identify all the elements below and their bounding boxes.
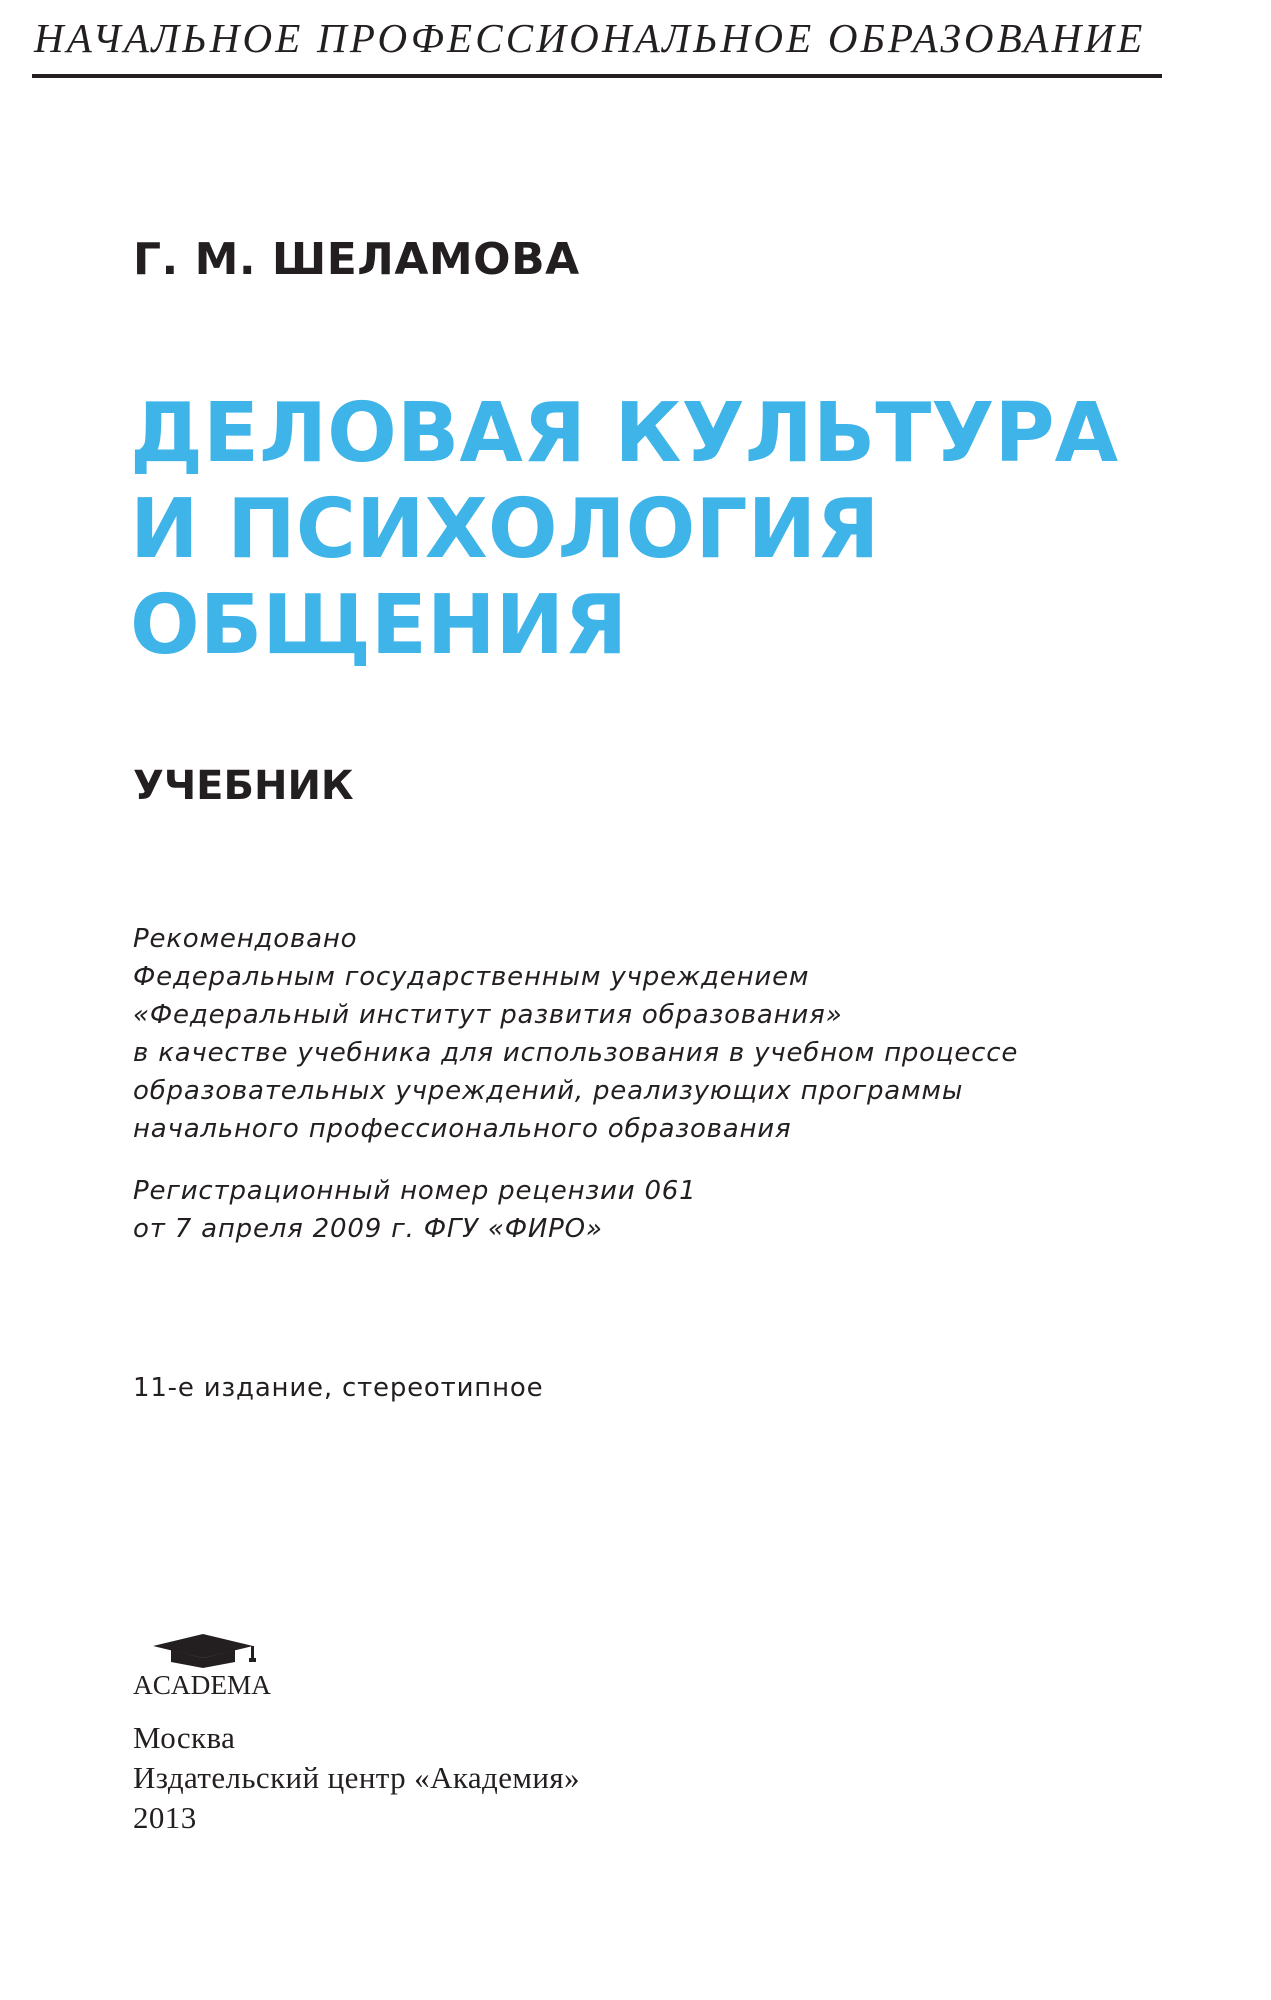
genre-label: УЧЕБНИК bbox=[133, 763, 354, 809]
series-header: НАЧАЛЬНОЕ ПРОФЕССИОНАЛЬНОЕ ОБРАЗОВАНИЕ bbox=[34, 15, 1146, 61]
logo-text: ACADEMA bbox=[133, 1670, 272, 1698]
series-divider bbox=[32, 74, 1162, 78]
imprint-block bbox=[133, 1718, 580, 1838]
recommendation-line: в качестве учебника для использования в учебном процессе bbox=[133, 1038, 1019, 1068]
book-title bbox=[130, 386, 1118, 674]
edition-note: 11-е издание, стереотипное bbox=[133, 1373, 544, 1403]
mortarboard-icon bbox=[133, 1628, 283, 1698]
title-line: ОБЩЕНИЯ bbox=[130, 578, 628, 673]
recommendation-line: Рекомендовано bbox=[133, 924, 358, 954]
registration-block bbox=[133, 1172, 697, 1248]
imprint-publisher: Издательский центр «Академия» bbox=[133, 1760, 580, 1795]
recommendation-line: начального профессионального образования bbox=[133, 1114, 792, 1144]
title-line: ДЕЛОВАЯ КУЛЬТУРА bbox=[130, 386, 1119, 481]
registration-line: Регистрационный номер рецензии 061 bbox=[133, 1176, 697, 1206]
registration-line: от 7 апреля 2009 г. ФГУ «ФИРО» bbox=[133, 1214, 603, 1244]
title-line: И ПСИХОЛОГИЯ bbox=[130, 482, 880, 577]
imprint-year: 2013 bbox=[133, 1800, 197, 1835]
publisher-logo bbox=[133, 1628, 283, 1698]
recommendation-block bbox=[133, 920, 1018, 1148]
imprint-city: Москва bbox=[133, 1720, 236, 1755]
recommendation-line: Федеральным государственным учреждением bbox=[133, 962, 810, 992]
author-name: Г. М. ШЕЛАМОВА bbox=[133, 234, 580, 285]
recommendation-line: «Федеральный институт развития образования» bbox=[133, 1000, 843, 1030]
recommendation-line: образовательных учреждений, реализующих программы bbox=[133, 1076, 964, 1106]
